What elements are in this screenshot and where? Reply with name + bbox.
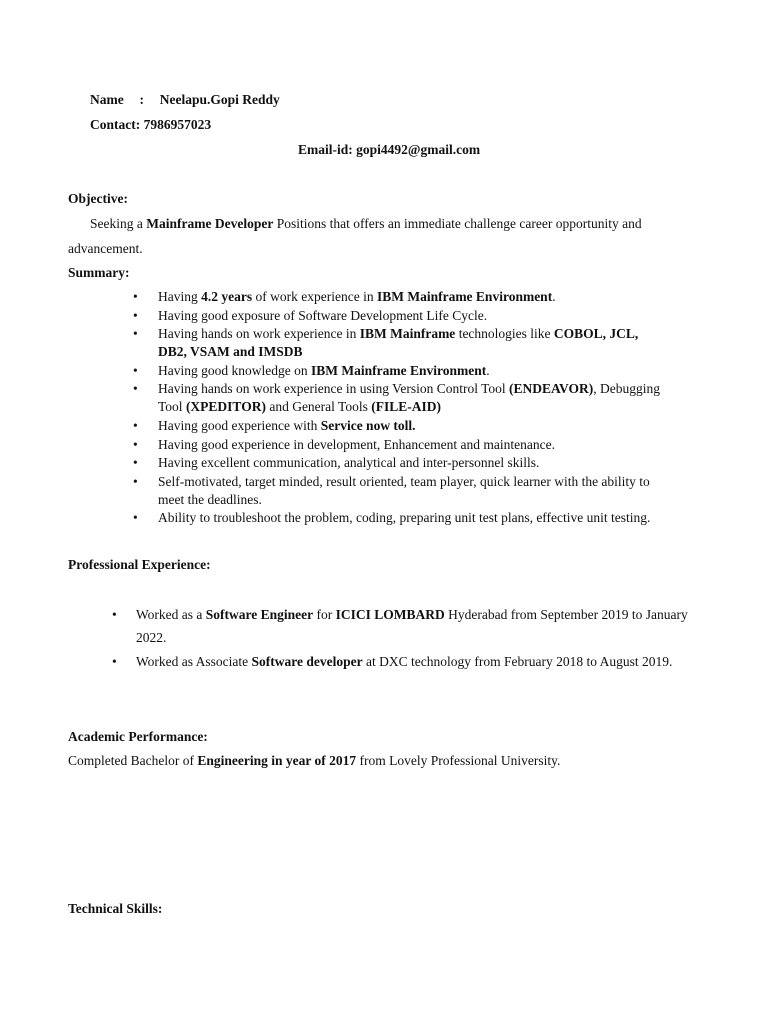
- text: Having excellent communication, analytical and inter-personnel skills.: [158, 455, 540, 471]
- text: for: [313, 607, 336, 622]
- experience-item: [112, 650, 732, 673]
- bold-text: (XPEDITOR): [185, 399, 266, 415]
- bold-text: Software developer: [251, 654, 363, 669]
- objective-text: Seeking a: [90, 216, 147, 231]
- experience-list: [112, 603, 732, 674]
- academic-heading: Academic Performance:: [68, 729, 208, 744]
- bullet-icon: •: [133, 455, 138, 471]
- academic-degree: Engineering in year of 2017: [197, 753, 357, 768]
- summary-heading: Summary:: [68, 265, 130, 280]
- bullet-icon: •: [133, 326, 138, 342]
- text: Self-motivated, target minded, result oriented, team player, quick learner with the ability to: [158, 473, 650, 489]
- bold-text: Service now toll.: [320, 417, 416, 433]
- contact-value: 7986957023: [143, 117, 212, 132]
- text: .: [486, 362, 490, 378]
- name-label: Name: [90, 92, 124, 107]
- text: Having good experience with: [158, 417, 321, 433]
- summary-item: [133, 380, 713, 416]
- text: Having good exposure of Software Development Life Cycle.: [158, 307, 488, 323]
- bullet-icon: •: [133, 381, 138, 397]
- text: Having hands on work experience in using Version Control Tool: [158, 381, 510, 397]
- summary-item: [133, 288, 713, 306]
- text: Worked as a: [136, 607, 206, 622]
- email-label: Email-id:: [298, 142, 353, 157]
- summary-item: [133, 325, 713, 361]
- experience-heading: Professional Experience:: [68, 557, 211, 572]
- bullet-icon: •: [133, 417, 138, 433]
- academic-text: Completed Bachelor of: [68, 753, 198, 768]
- text: Worked as Associate: [136, 654, 252, 669]
- text: 2022.: [136, 630, 167, 645]
- experience-item: [112, 603, 732, 649]
- text: .: [552, 289, 556, 304]
- bold-text: IBM Mainframe Environment: [310, 362, 487, 378]
- name-separator: :: [139, 92, 144, 107]
- summary-item: [133, 454, 713, 472]
- bullet-icon: •: [133, 473, 138, 489]
- bullet-icon: •: [133, 289, 138, 304]
- text: technologies like: [455, 326, 554, 342]
- text: Ability to troubleshoot the problem, coding, preparing unit test plans, effective unit testing.: [158, 510, 651, 526]
- text: , Debugging: [593, 381, 661, 397]
- bullet-icon: •: [133, 436, 138, 452]
- summary-item: [133, 362, 713, 380]
- academic-text: from Lovely Professional University.: [356, 753, 561, 768]
- email-value: gopi4492@gmail.com: [356, 142, 481, 157]
- academic-line: [68, 753, 560, 769]
- name-row: [90, 92, 280, 108]
- text: Tool: [158, 399, 186, 415]
- text: meet the deadlines.: [158, 491, 262, 507]
- summary-item: [133, 417, 713, 435]
- summary-item: [133, 307, 713, 325]
- text: at DXC technology from February 2018 to August 2019.: [362, 654, 673, 669]
- technical-heading: Technical Skills:: [68, 901, 163, 916]
- summary-item: [133, 509, 713, 527]
- contact-row: [90, 117, 211, 133]
- objective-line-1: [90, 216, 642, 232]
- bullet-icon: •: [133, 307, 138, 323]
- objective-role: Mainframe Developer: [146, 216, 274, 231]
- text: Hyderabad from September 2019 to January: [444, 607, 688, 622]
- name-value: Neelapu.Gopi Reddy: [159, 92, 280, 107]
- bold-text: COBOL, JCL,: [553, 326, 639, 342]
- summary-list: [133, 288, 713, 528]
- bold-text: Software Engineer: [205, 607, 314, 622]
- bold-text: IBM Mainframe: [359, 326, 456, 342]
- bold-text: (ENDEAVOR): [509, 381, 594, 397]
- bold-text: ICICI LOMBARD: [335, 607, 445, 622]
- email-row: [298, 142, 480, 158]
- bullet-icon: •: [112, 654, 117, 669]
- bold-text: DB2, VSAM and IMSDB: [158, 344, 303, 360]
- text: Having: [158, 289, 202, 304]
- contact-label: Contact:: [90, 117, 141, 132]
- bullet-icon: •: [133, 362, 138, 378]
- summary-item: [133, 473, 713, 509]
- text: and General Tools: [265, 399, 372, 415]
- objective-text: Positions that offers an immediate challenge career opportunity and: [273, 216, 642, 231]
- text: Having hands on work experience in: [158, 326, 360, 342]
- bullet-icon: •: [133, 510, 138, 526]
- summary-item: [133, 436, 713, 454]
- text: of work experience in: [252, 289, 377, 304]
- bold-text: (FILE-AID): [371, 399, 441, 415]
- objective-line-2: advancement.: [68, 241, 143, 256]
- text: Having good experience in development, Enhancement and maintenance.: [158, 436, 555, 452]
- objective-heading: Objective:: [68, 191, 128, 206]
- bullet-icon: •: [112, 607, 117, 622]
- bold-text: IBM Mainframe Environment: [376, 289, 553, 304]
- text: Having good knowledge on: [158, 362, 311, 378]
- bold-text: 4.2 years: [201, 289, 253, 304]
